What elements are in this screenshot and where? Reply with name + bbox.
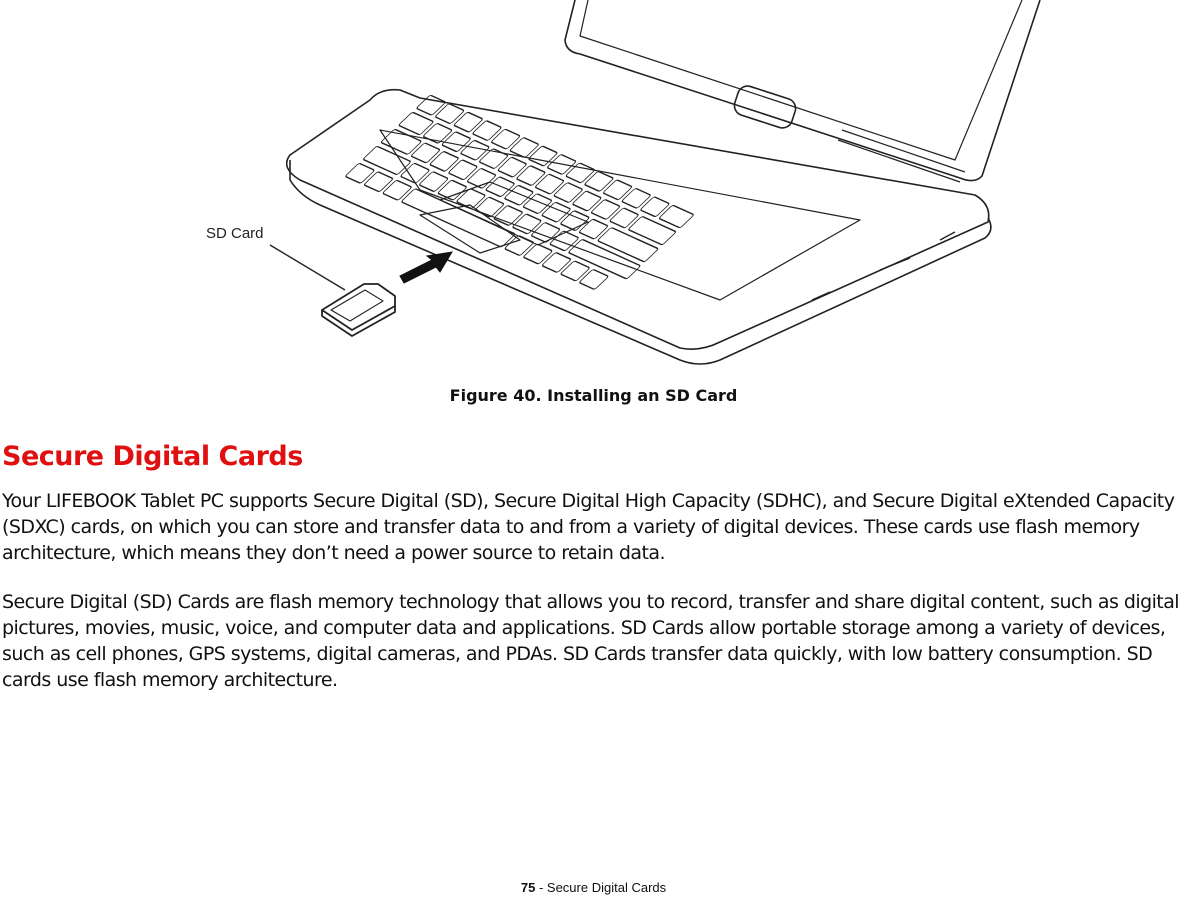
laptop-base (287, 90, 989, 349)
body-paragraph: Your LIFEBOOK Tablet PC supports Secure Digital (SD), Secure Digital High Capacity (SDHC), and Secure Digital eXtended Capacity (SDXC) cards, on which you can store and transfer data to and from a variety of digital devices. These cards use flash memory architecture, which means they don’t need a power source to retain data. (2, 490, 1175, 564)
page-footer (0, 880, 1187, 895)
page-number: 75 (520, 880, 536, 895)
footer-section-name: Secure Digital Cards (546, 880, 667, 895)
footer-separator: - (535, 880, 547, 895)
laptop-screen (565, 0, 1040, 181)
section-heading: Secure Digital Cards (2, 441, 303, 472)
insert-arrow-icon (400, 252, 452, 283)
laptop-sd-card-illustration (0, 0, 1187, 380)
figure-caption: Figure 40. Installing an SD Card (449, 386, 738, 405)
sd-card-callout-label: SD Card (206, 225, 264, 242)
sd-card-icon (322, 284, 395, 336)
callout-line (270, 245, 345, 290)
body-paragraph: Secure Digital (SD) Cards are flash memory technology that allows you to record, transfer and share digital content, such as digital pictures, movies, music, voice, and computer data and applications. SD Cards allow portable storage among a variety of devices, such as cell phones, GPS systems, digital cameras, and PDAs. SD Cards transfer data quickly, with low battery consumption. SD cards use flash memory architecture. (2, 591, 1180, 691)
keyboard (345, 95, 694, 296)
